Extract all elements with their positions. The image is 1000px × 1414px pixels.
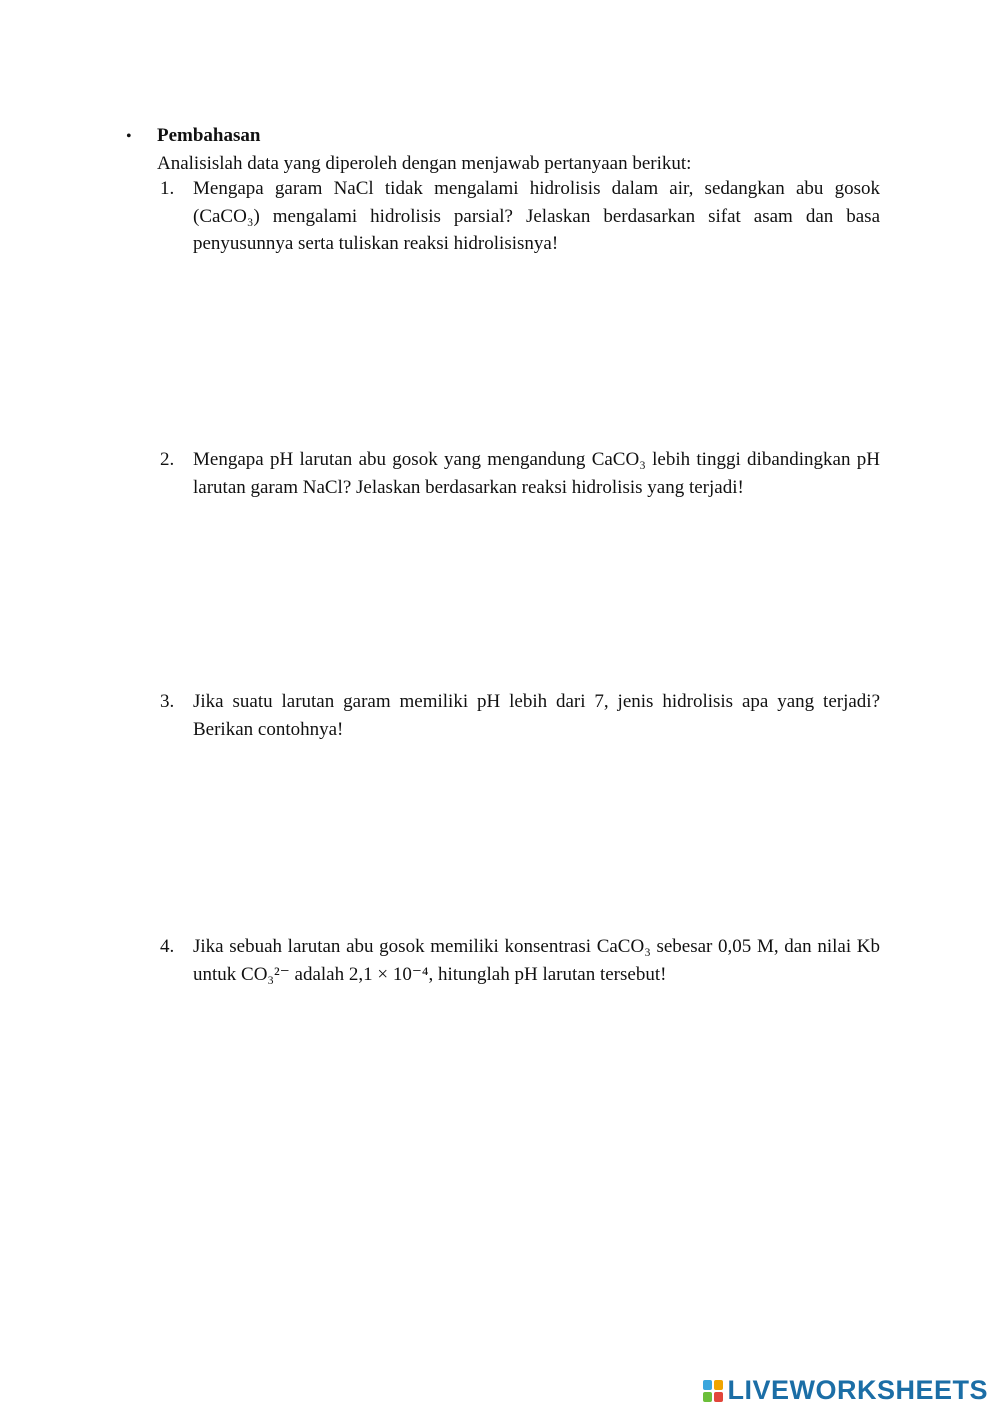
question-text: Jika suatu larutan garam memiliki pH lebih dari 7, jenis hidrolisis apa yang terjadi? Berikan contohnya! (193, 691, 880, 740)
question-number: 4. (160, 936, 175, 957)
section-heading-row (126, 122, 886, 150)
question-1 (160, 175, 880, 258)
question-text: Jika sebuah larutan abu gosok memiliki konsentrasi CaCO₃ sebesar 0,05 M, dan nilai Kb untuk CO₃²⁻ adalah 2,1 × 10⁻⁴, hitunglah pH larutan tersebut! (193, 936, 880, 985)
question-2 (160, 446, 880, 501)
question-text: Mengapa garam NaCl tidak mengalami hidrolisis dalam air, sedangkan abu gosok (CaCO₃) mengalami hidrolisis parsial? Jelaskan berdasarkan sifat asam dan basa penyusunnya serta tuliskan reaksi hidrolisisnya! (193, 178, 880, 254)
liveworksheets-logo-icon (703, 1380, 723, 1402)
question-number: 3. (160, 691, 175, 712)
question-number: 1. (160, 178, 175, 199)
question-number: 2. (160, 449, 175, 470)
section-intro: Analisislah data yang diperoleh dengan menjawab pertanyaan berikut: (157, 153, 692, 174)
discussion-section (126, 122, 886, 177)
logo-text: LIVEWORKSHEETS (727, 1375, 988, 1405)
question-4 (160, 933, 880, 988)
question-text: Mengapa pH larutan abu gosok yang mengandung CaCO₃ lebih tinggi dibandingkan pH larutan garam NaCl? Jelaskan berdasarkan reaksi hidrolisis yang terjadi! (193, 449, 880, 498)
bullet-icon: • (126, 128, 132, 145)
liveworksheets-logo (703, 1375, 988, 1406)
question-3 (160, 688, 880, 743)
section-title: Pembahasan (157, 125, 261, 146)
